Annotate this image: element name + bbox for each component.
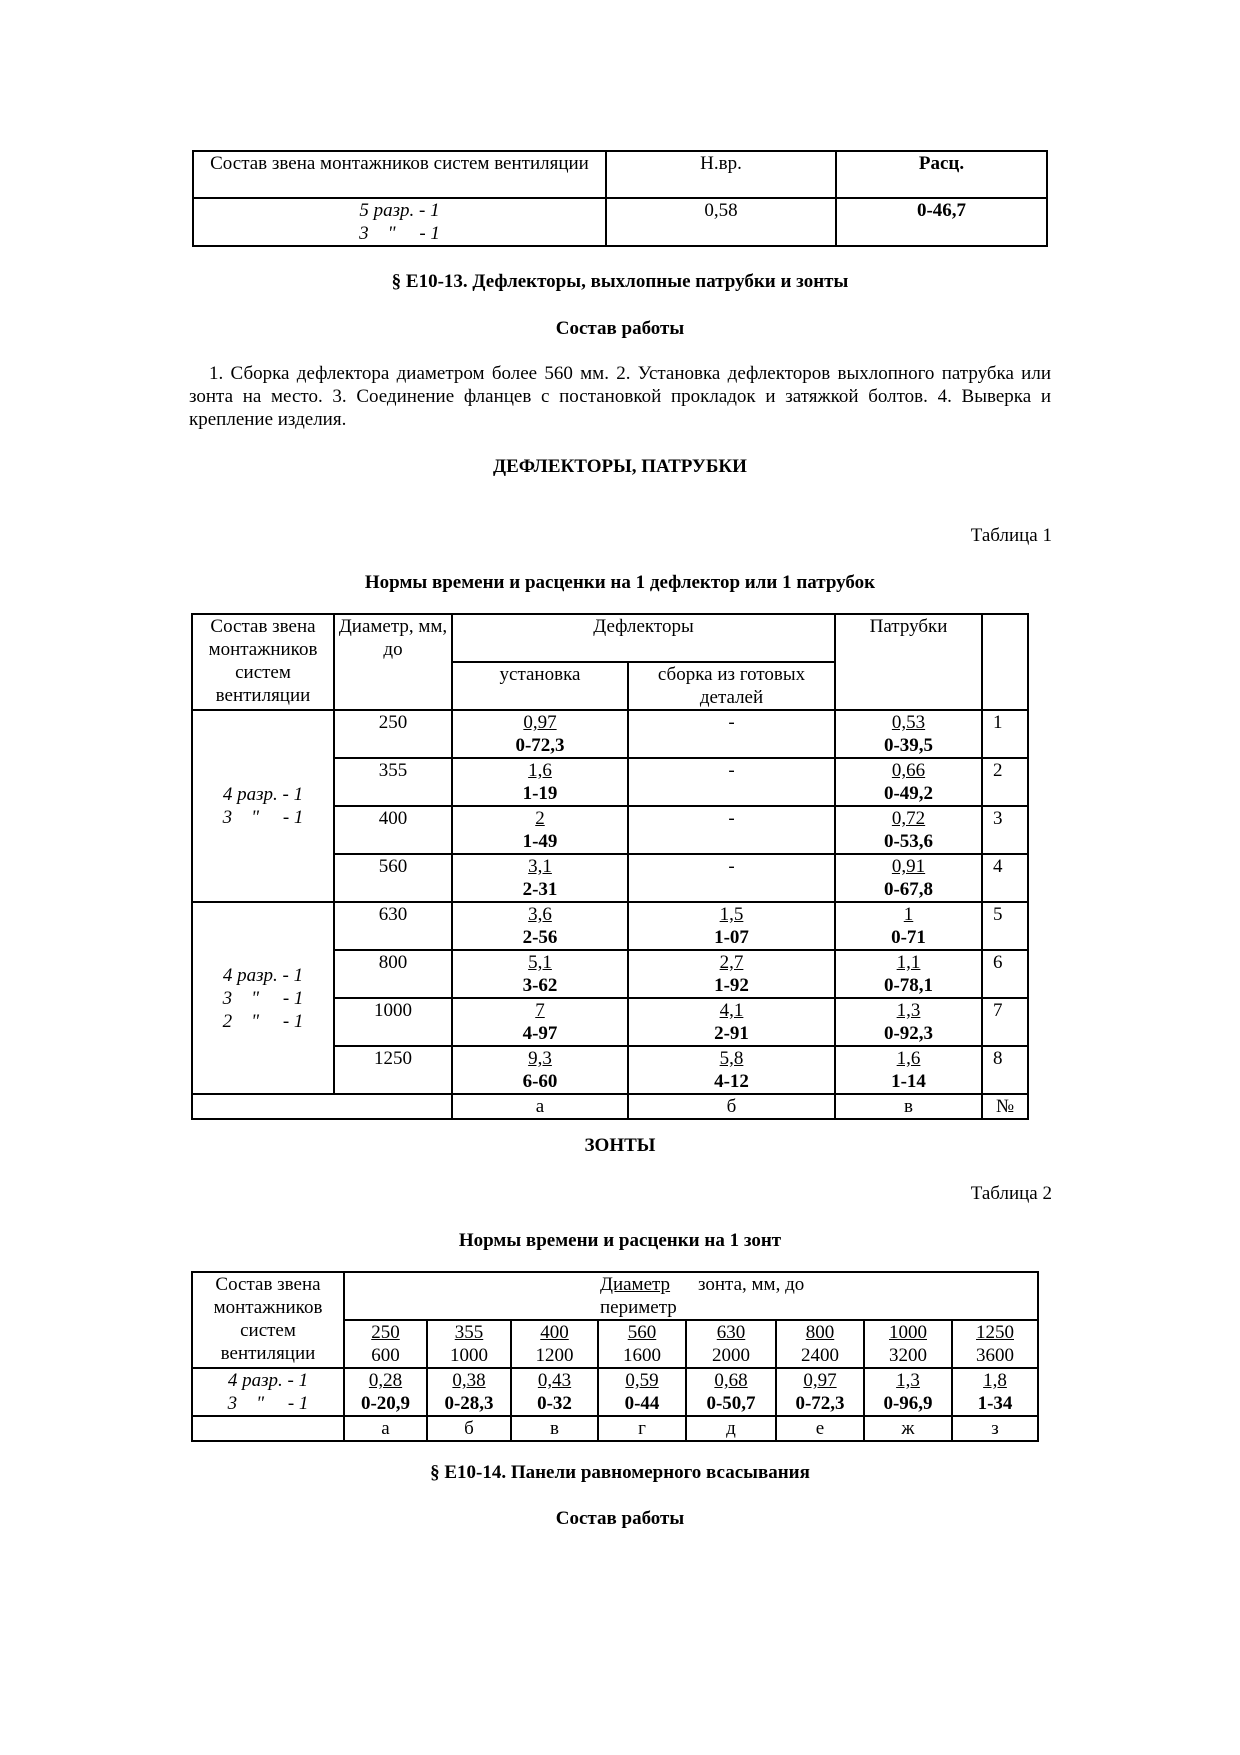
price-value: 6-60 (522, 1071, 558, 1092)
table-title: Нормы времени и расценки на 1 дефлектор или 1 патрубок (364, 572, 876, 593)
price-value: 0-72,3 (795, 1393, 845, 1414)
pipe-cell (835, 998, 982, 1046)
norm-value: 0,66 (891, 760, 926, 781)
column-letter: в (835, 1094, 982, 1119)
top-norms-table (192, 150, 1048, 247)
norm-value: 0,43 (537, 1370, 572, 1391)
price-value: 0-72,3 (515, 735, 565, 756)
norm-value: 1,6 (528, 760, 552, 781)
norm-value: 5,1 (528, 952, 552, 973)
brigade-cell (192, 710, 334, 902)
rate-cell (511, 1368, 598, 1416)
price-value: 1-07 (714, 927, 749, 948)
size-cell (952, 1320, 1038, 1368)
price-value: 0-92,3 (883, 1023, 934, 1044)
norm-value: 0,58 (606, 198, 836, 246)
install-cell (452, 854, 628, 902)
install-cell (452, 758, 628, 806)
column-letter: ж (864, 1416, 952, 1441)
assembly-cell (628, 902, 835, 950)
header-blank (982, 614, 1028, 710)
price-value: 0-96,9 (883, 1393, 933, 1414)
row-number: 8 (982, 1046, 1028, 1094)
rate-cell (864, 1368, 952, 1416)
diameter-value: 400 (540, 1322, 569, 1343)
pipe-cell (835, 806, 982, 854)
norm-value: 0,53 (891, 712, 926, 733)
assembly-cell (628, 806, 835, 854)
price-value: 0-39,5 (883, 735, 934, 756)
brigade-line: 4 разр. - 1 (222, 784, 304, 805)
perimeter-value: 1600 (623, 1345, 661, 1366)
table-row (192, 710, 1028, 758)
brigade-line: 3 " - 1 (359, 223, 440, 244)
header-pipes: Патрубки (835, 614, 982, 710)
price-value: 0-44 (624, 1393, 660, 1414)
price-value: 0-78,1 (883, 975, 934, 996)
diameter-cell: 355 (334, 758, 452, 806)
install-cell (452, 806, 628, 854)
diameter-cell: 1000 (334, 998, 452, 1046)
brigade-line: 3 " - 1 (227, 1393, 309, 1414)
row-number: 3 (982, 806, 1028, 854)
norm-value: 1,8 (983, 1370, 1007, 1391)
size-cell (686, 1320, 776, 1368)
price-value: 0-67,8 (883, 879, 934, 900)
norm-value: 1,5 (719, 904, 744, 925)
size-cell (864, 1320, 952, 1368)
row-number: 5 (982, 902, 1028, 950)
footer-blank (192, 1094, 452, 1119)
brigade-cell (192, 902, 334, 1094)
diameter-rest: зонта, мм, до (698, 1274, 805, 1295)
column-letter: е (776, 1416, 864, 1441)
row-number: 7 (982, 998, 1028, 1046)
price-value: 3-62 (522, 975, 558, 996)
deflectors-table (191, 613, 1029, 1120)
price-value: 1-14 (891, 1071, 926, 1092)
norm-value: 0,97 (523, 712, 557, 733)
rate-cell (686, 1368, 776, 1416)
column-letter: а (344, 1416, 427, 1441)
rate-cell (952, 1368, 1038, 1416)
price-value: 2-56 (522, 927, 558, 948)
perimeter-value: 3600 (976, 1345, 1014, 1366)
install-cell (452, 998, 628, 1046)
diameter-value: 630 (716, 1322, 746, 1343)
column-letters-row (192, 1094, 1028, 1119)
assembly-cell (628, 710, 835, 758)
brigade-line: 3 " - 1 (222, 987, 304, 1009)
install-cell (452, 902, 628, 950)
price-value: 0-49,2 (883, 783, 934, 804)
column-letter: д (686, 1416, 776, 1441)
header-assembly: сборка из готовых деталей (628, 662, 835, 710)
header-brigade: Состав звена монтажников систем вентиляции (192, 1272, 344, 1368)
brigade-line: 4 разр. - 1 (222, 964, 304, 986)
subsection-title: ЗОНТЫ (584, 1135, 656, 1156)
price-value: 1-92 (714, 975, 749, 996)
price-value: 0-71 (891, 927, 926, 948)
row-number: 2 (982, 758, 1028, 806)
size-cell (344, 1320, 427, 1368)
brigade-line: 4 разр. - 1 (227, 1370, 309, 1391)
diameter-word: Диаметр (600, 1274, 671, 1295)
perimeter-word: периметр (600, 1297, 677, 1318)
diameter-cell: 560 (334, 854, 452, 902)
assembly-cell (628, 950, 835, 998)
pipe-cell (835, 854, 982, 902)
table-label: Таблица 2 (970, 1183, 1052, 1204)
norm-value: 1,3 (896, 1370, 920, 1391)
pipe-cell (835, 950, 982, 998)
size-cell (776, 1320, 864, 1368)
price-value: 0-28,3 (444, 1393, 494, 1414)
price-value: 0-32 (537, 1393, 572, 1414)
norm-value: 0,38 (452, 1370, 486, 1391)
pipe-cell (835, 902, 982, 950)
column-letter: г (598, 1416, 686, 1441)
size-cell (511, 1320, 598, 1368)
table-label: Таблица 1 (970, 525, 1052, 546)
table-title: Нормы времени и расценки на 1 зонт (458, 1230, 782, 1251)
norm-value: 0,97 (803, 1370, 837, 1391)
size-cell (598, 1320, 686, 1368)
row-number: 4 (982, 854, 1028, 902)
header-deflectors: Дефлекторы (452, 614, 835, 662)
perimeter-value: 2400 (801, 1345, 839, 1366)
diameter-cell: 250 (334, 710, 452, 758)
price-value: 1-49 (522, 831, 558, 852)
header-diameter: Диаметр, мм, до (334, 614, 452, 710)
row-number: 6 (982, 950, 1028, 998)
column-letter: а (452, 1094, 628, 1119)
work-heading: Состав работы (555, 1508, 685, 1529)
brigade-cell (192, 1368, 344, 1416)
rate-cell (344, 1368, 427, 1416)
size-cell (427, 1320, 511, 1368)
diameter-value: 1250 (976, 1322, 1014, 1343)
column-letters-row (192, 1416, 1038, 1441)
section-title: § Е10-13. Дефлекторы, выхлопные патрубки и зонты (391, 271, 849, 292)
hoods-table (191, 1271, 1039, 1442)
price-value: 0-20,9 (360, 1393, 411, 1414)
diameter-value: 800 (805, 1322, 835, 1343)
assembly-cell (628, 1046, 835, 1094)
diameter-cell: 800 (334, 950, 452, 998)
column-letter: в (511, 1416, 598, 1441)
norm-value: - (728, 808, 735, 829)
section-title: § Е10-14. Панели равномерного всасывания (430, 1462, 810, 1483)
diameter-value: 1000 (889, 1322, 927, 1343)
perimeter-value: 2000 (712, 1345, 750, 1366)
norm-value: 7 (535, 1000, 545, 1021)
diameter-value: 355 (454, 1322, 484, 1343)
diameter-cell: 400 (334, 806, 452, 854)
column-letter: б (628, 1094, 835, 1119)
norm-value: 3,6 (528, 904, 552, 925)
pipe-cell (835, 1046, 982, 1094)
price-value: 2-31 (522, 879, 558, 900)
diameter-value: 560 (627, 1322, 657, 1343)
norm-value: 1,6 (896, 1048, 921, 1069)
pipe-cell (835, 710, 982, 758)
norm-value: 0,91 (891, 856, 926, 877)
norm-value: 1,1 (896, 952, 921, 973)
diameter-value: 250 (371, 1322, 400, 1343)
column-letter: № (982, 1094, 1028, 1119)
diameter-cell: 630 (334, 902, 452, 950)
table-row (192, 1368, 1038, 1416)
rate-cell (427, 1368, 511, 1416)
work-heading: Состав работы (555, 318, 685, 339)
brigade-cell (193, 198, 606, 246)
norm-value: - (728, 760, 735, 781)
brigade-line: 5 разр. - 1 (359, 200, 440, 221)
norm-value: - (728, 856, 735, 877)
perimeter-value: 3200 (889, 1345, 927, 1366)
norm-value: - (728, 712, 735, 733)
rate-cell (776, 1368, 864, 1416)
price-value: 1-19 (522, 783, 558, 804)
norm-value: 0,28 (368, 1370, 403, 1391)
header-brigade: Состав звена монтажников систем вентиляции (193, 151, 606, 198)
column-letter: б (427, 1416, 511, 1441)
work-description: 1. Сборка дефлектора диаметром более 560 мм. 2. Установка дефлекторов выхлопного патрубка или зонта на место. 3. Соединение фланцев с постановкой прокладок и затяжкой болтов. 4. Выверка и крепление изделия. (189, 363, 1051, 430)
norm-value: 5,8 (719, 1048, 744, 1069)
assembly-cell (628, 758, 835, 806)
norm-value: 2,7 (719, 952, 744, 973)
norm-value: 3,1 (528, 856, 552, 877)
price-value: 0-50,7 (706, 1393, 756, 1414)
norm-value: 1,3 (896, 1000, 921, 1021)
subsection-title: ДЕФЛЕКТОРЫ, ПАТРУБКИ (493, 456, 747, 477)
norm-value: 4,1 (719, 1000, 744, 1021)
price-value: 0-46,7 (836, 198, 1047, 246)
table-row (192, 902, 1028, 950)
assembly-cell (628, 998, 835, 1046)
pipe-cell (835, 758, 982, 806)
install-cell (452, 710, 628, 758)
perimeter-value: 600 (371, 1345, 400, 1366)
price-value: 2-91 (714, 1023, 749, 1044)
perimeter-value: 1000 (450, 1345, 488, 1366)
norm-value: 9,3 (528, 1048, 552, 1069)
footer-blank (192, 1416, 344, 1441)
header-norm: Н.вр. (606, 151, 836, 198)
norm-value: 1 (903, 904, 914, 925)
install-cell (452, 950, 628, 998)
norm-value: 0,72 (891, 808, 926, 829)
header-brigade: Состав звена монтажников систем вентиляции (192, 614, 334, 710)
install-cell (452, 1046, 628, 1094)
norm-value: 0,68 (714, 1370, 748, 1391)
column-letter: з (952, 1416, 1038, 1441)
assembly-cell (628, 854, 835, 902)
brigade-line: 3 " - 1 (222, 807, 304, 828)
perimeter-value: 1200 (535, 1345, 574, 1366)
price-value: 4-97 (522, 1023, 558, 1044)
price-value: 4-12 (714, 1071, 749, 1092)
price-value: 0-53,6 (883, 831, 934, 852)
header-price: Расц. (836, 151, 1047, 198)
row-number: 1 (982, 710, 1028, 758)
price-value: 1-34 (977, 1393, 1013, 1414)
diameter-cell: 1250 (334, 1046, 452, 1094)
header-diameter (344, 1272, 1038, 1320)
norm-value: 2 (535, 808, 545, 829)
brigade-line: 2 " - 1 (222, 1010, 304, 1032)
rate-cell (598, 1368, 686, 1416)
norm-value: 0,59 (625, 1370, 659, 1391)
header-install: установка (452, 662, 628, 710)
